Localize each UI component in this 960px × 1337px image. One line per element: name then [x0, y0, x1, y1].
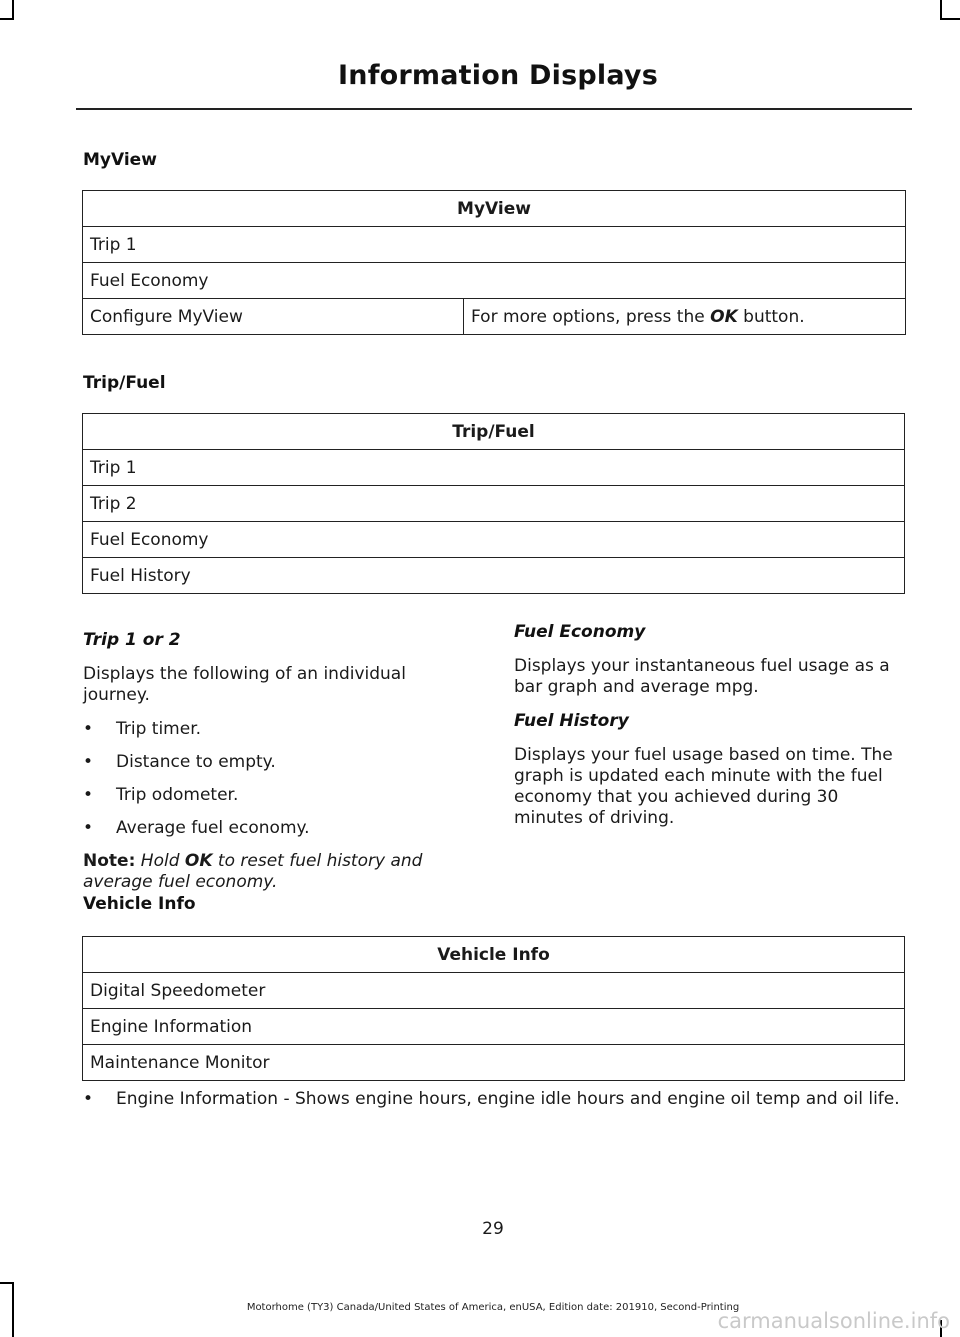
- table-row: Fuel Economy: [83, 263, 906, 299]
- fuel-economy-subheading: Fuel Economy: [514, 622, 646, 642]
- page-title: Information Displays: [338, 60, 658, 91]
- ok-key-label: OK: [710, 306, 738, 327]
- engine-info-note: [83, 1089, 905, 1110]
- crop-mark: [940, 18, 960, 20]
- ok-key-label: OK: [184, 851, 213, 871]
- crop-mark: [940, 0, 942, 18]
- myview-heading: MyView: [83, 150, 157, 170]
- myview-table-title: MyView: [83, 191, 906, 227]
- fuel-description-column: [514, 622, 906, 842]
- list-item: • Average fuel economy.: [83, 818, 475, 839]
- trip-bullet-list: [83, 719, 475, 839]
- page-header: [76, 60, 912, 110]
- table-row: Maintenance Monitor: [83, 1045, 905, 1081]
- table-row: Trip 1: [83, 227, 906, 263]
- trip-subheading: Trip 1 or 2: [83, 630, 181, 650]
- fuel-history-subheading: Fuel History: [514, 711, 629, 731]
- table-row: Fuel History: [83, 558, 905, 594]
- crop-mark: [0, 1282, 14, 1284]
- table-row: Fuel Economy: [83, 522, 905, 558]
- myview-table: [82, 190, 906, 335]
- fuel-history-text: Displays your fuel usage based on time. The graph is updated each minute with the fuel economy that you achieved during 30 minutes of driving.: [514, 745, 893, 828]
- list-item: • Distance to empty.: [83, 752, 475, 773]
- table-row: Trip 1: [83, 450, 905, 486]
- trip-intro: Displays the following of an individual journey.: [83, 664, 406, 705]
- vehicleinfo-table-title: Vehicle Info: [83, 937, 905, 973]
- page-number: 29: [482, 1219, 504, 1239]
- crop-mark: [0, 18, 14, 20]
- table-row: Engine Information: [83, 1009, 905, 1045]
- tripfuel-table: [82, 413, 905, 594]
- tripfuel-heading: Trip/Fuel: [83, 373, 166, 393]
- tripfuel-table-title: Trip/Fuel: [83, 414, 905, 450]
- vehicleinfo-table: [82, 936, 905, 1081]
- fuel-economy-text: Displays your instantaneous fuel usage as a bar graph and average mpg.: [514, 656, 890, 697]
- table-row: Trip 2: [83, 486, 905, 522]
- list-item: • Trip odometer.: [83, 785, 475, 806]
- list-item: • Engine Information - Shows engine hours, engine idle hours and engine oil temp and oil life.: [83, 1089, 905, 1110]
- list-item: • Trip timer.: [83, 719, 475, 740]
- trip-description-column: [83, 630, 475, 906]
- table-row: Digital Speedometer: [83, 973, 905, 1009]
- configure-myview-desc: For more options, press the OK button.: [464, 299, 906, 335]
- vehicleinfo-heading: Vehicle Info: [83, 894, 196, 914]
- configure-myview-label: Configure MyView: [83, 299, 464, 335]
- crop-mark: [12, 0, 14, 18]
- edition-footer: Motorhome (TY3) Canada/United States of America, enUSA, Edition date: 201910, Second-Printing: [246, 1302, 740, 1313]
- reset-note: Note: Hold OK to reset fuel history and average fuel economy.: [83, 851, 423, 892]
- watermark: carmanualsonline.info: [717, 1309, 950, 1333]
